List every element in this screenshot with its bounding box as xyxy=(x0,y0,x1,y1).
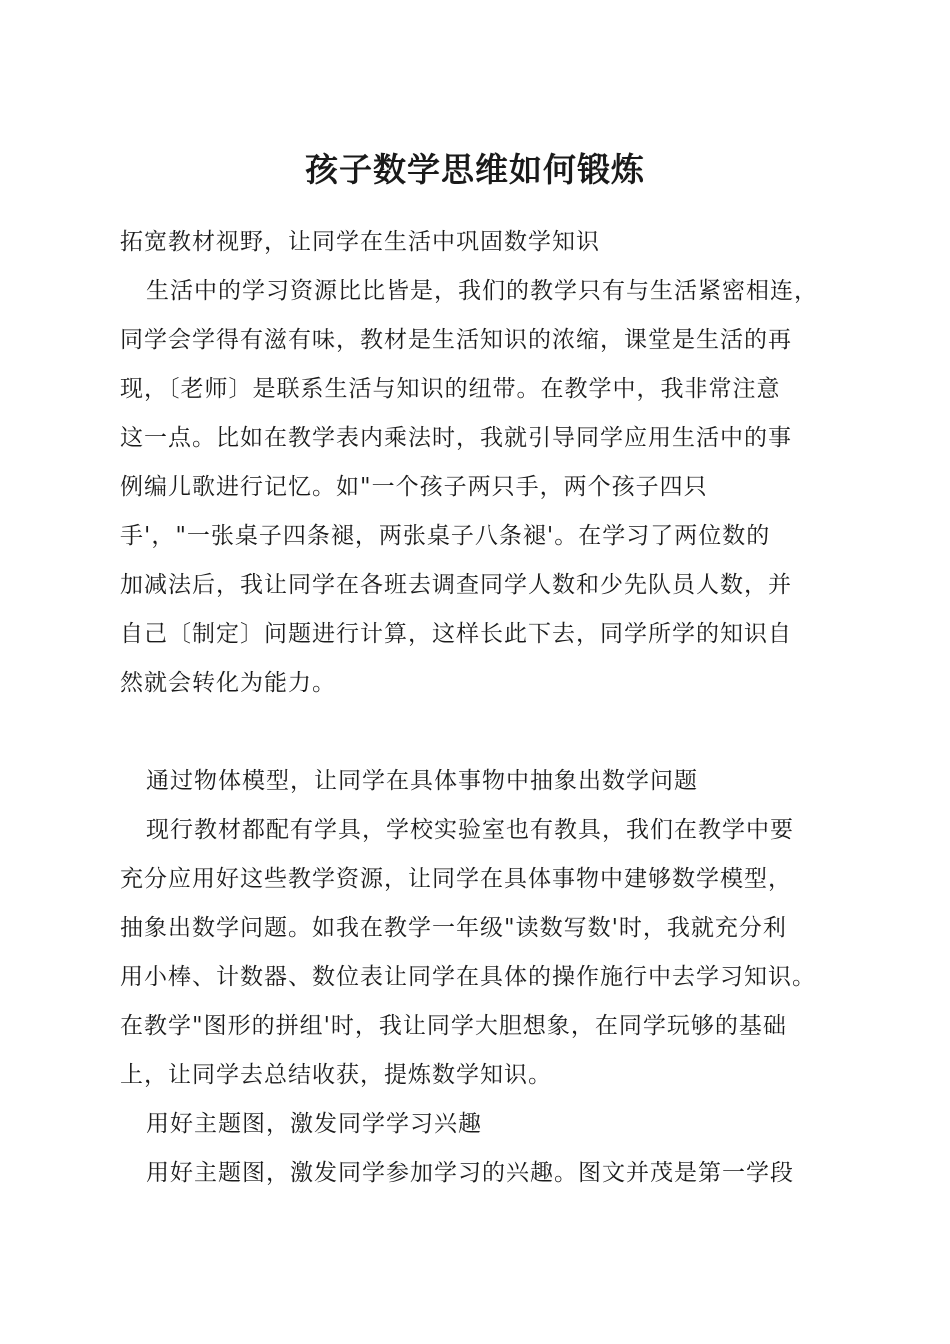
paragraph-line: 现，〔老师〕是联系生活与知识的纽带。在教学中，我非常注意 xyxy=(120,376,781,402)
paragraph-gap xyxy=(120,708,840,757)
section-heading-1: 拓宽教材视野，让同学在生活中巩固数学知识 xyxy=(120,229,600,255)
paragraph-line: 现行教材都配有学具，学校实验室也有教具，我们在教学中要 xyxy=(146,817,794,843)
paragraph-line: 抽象出数学问题。如我在教学一年级"读数写数'时，我就充分利 xyxy=(120,915,787,941)
paragraph-line: 同学会学得有滋有味，教材是生活知识的浓缩，课堂是生活的再 xyxy=(120,327,792,353)
paragraph-line: 手'，"一张桌子四条褪，两张桌子八条褪'。在学习了两位数的 xyxy=(120,523,771,549)
paragraph-line: 生活中的学习资源比比皆是，我们的教学只有与生活紧密相连， xyxy=(146,278,818,304)
paragraph-line: 例编儿歌进行记忆。如"一个孩子两只手，两个孩子四只 xyxy=(120,474,708,500)
page-title: 孩子数学思维如何锻炼 xyxy=(305,150,645,189)
paragraph-line: 这一点。比如在教学表内乘法时，我就引导同学应用生活中的事 xyxy=(120,425,792,451)
paragraph-line: 自己〔制定〕问题进行计算，这样长此下去，同学所学的知识自 xyxy=(120,621,792,647)
paragraph-line: 用小棒、计数器、数位表让同学在具体的操作施行中去学习知识。 xyxy=(120,964,816,990)
paragraph-line: 用好主题图，激发同学参加学习的兴趣。图文并茂是第一学段 xyxy=(146,1160,794,1186)
section-heading-2: 通过物体模型，让同学在具体事物中抽象出数学问题 xyxy=(146,768,698,794)
paragraph-line: 加减法后，我让同学在各班去调查同学人数和少先队员人数，并 xyxy=(120,572,792,598)
paragraph-line: 然就会转化为能力。 xyxy=(120,670,336,696)
paragraph-line: 上，让同学去总结收获，提炼数学知识。 xyxy=(120,1062,552,1088)
section-heading-3: 用好主题图，激发同学学习兴趣 xyxy=(146,1111,482,1137)
paragraph-line: 在教学"图形的拼组'时，我让同学大胆想象，在同学玩够的基础 xyxy=(120,1013,787,1039)
paragraph-line: 充分应用好这些教学资源，让同学在具体事物中建够数学模型， xyxy=(120,866,792,892)
document-body xyxy=(120,218,840,1198)
